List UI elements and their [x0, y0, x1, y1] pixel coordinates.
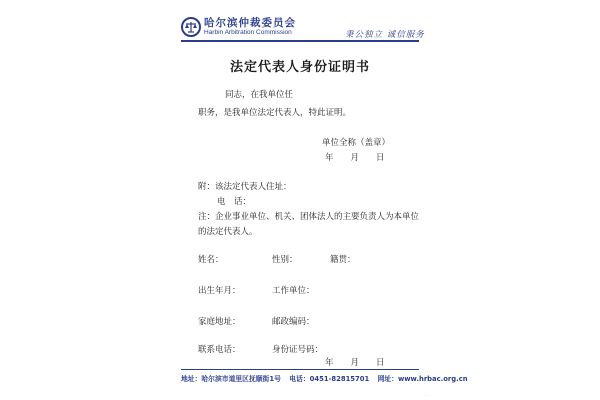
document-title: 法定代表人身份证明书	[229, 60, 370, 75]
note-line-2: 的法定代表人。	[198, 227, 258, 237]
footer-website: 网址：www.hrbac.org.cn	[377, 375, 468, 383]
note-line-1: 注：企业事业单位、机关、团体法人的主要负责人为本单位	[198, 212, 420, 222]
footer-divider	[181, 369, 419, 370]
header-divider	[181, 40, 419, 42]
bottom-date: 年 月 日	[325, 358, 385, 368]
footer-contact	[181, 373, 474, 383]
name-label: 姓名：	[198, 255, 224, 265]
commission-logo	[181, 17, 201, 37]
signature-unit-label: 单位全称（盖章）	[322, 138, 391, 148]
certification-line-2: 职务，是我单位法定代表人，特此证明。	[198, 108, 352, 118]
org-name-cn: 哈尔滨仲裁委员会	[204, 17, 296, 29]
note-address-label: 附：该法定代表人住址：	[198, 182, 292, 192]
header-slogan: 秉公独立 诚信服务	[345, 30, 425, 40]
work-unit-label: 工作单位：	[272, 286, 315, 296]
home-address-label: 家庭地址：	[198, 317, 241, 327]
scales-icon	[184, 20, 198, 34]
gender-label: 性别：	[272, 255, 298, 265]
id-number-label: 身份证号码：	[272, 345, 324, 355]
signature-date: 年 月 日	[325, 153, 385, 163]
postcode-label: 邮政编码：	[272, 317, 315, 327]
birth-label: 出生年月：	[198, 286, 241, 296]
footer-address: 地址：哈尔滨市道里区抚顺街1号	[181, 375, 281, 383]
phone-label: 联系电话：	[198, 345, 241, 355]
native-place-label: 籍贯：	[330, 255, 356, 265]
footer-phone: 电话：0451-82815701	[289, 375, 370, 383]
corner-mark: ·····	[424, 393, 429, 397]
note-phone-label: 电 话：	[217, 197, 252, 207]
certification-line-1: 同志，在我单位任	[225, 90, 294, 100]
org-name-en: Harbin Arbitration Commission	[204, 29, 292, 36]
